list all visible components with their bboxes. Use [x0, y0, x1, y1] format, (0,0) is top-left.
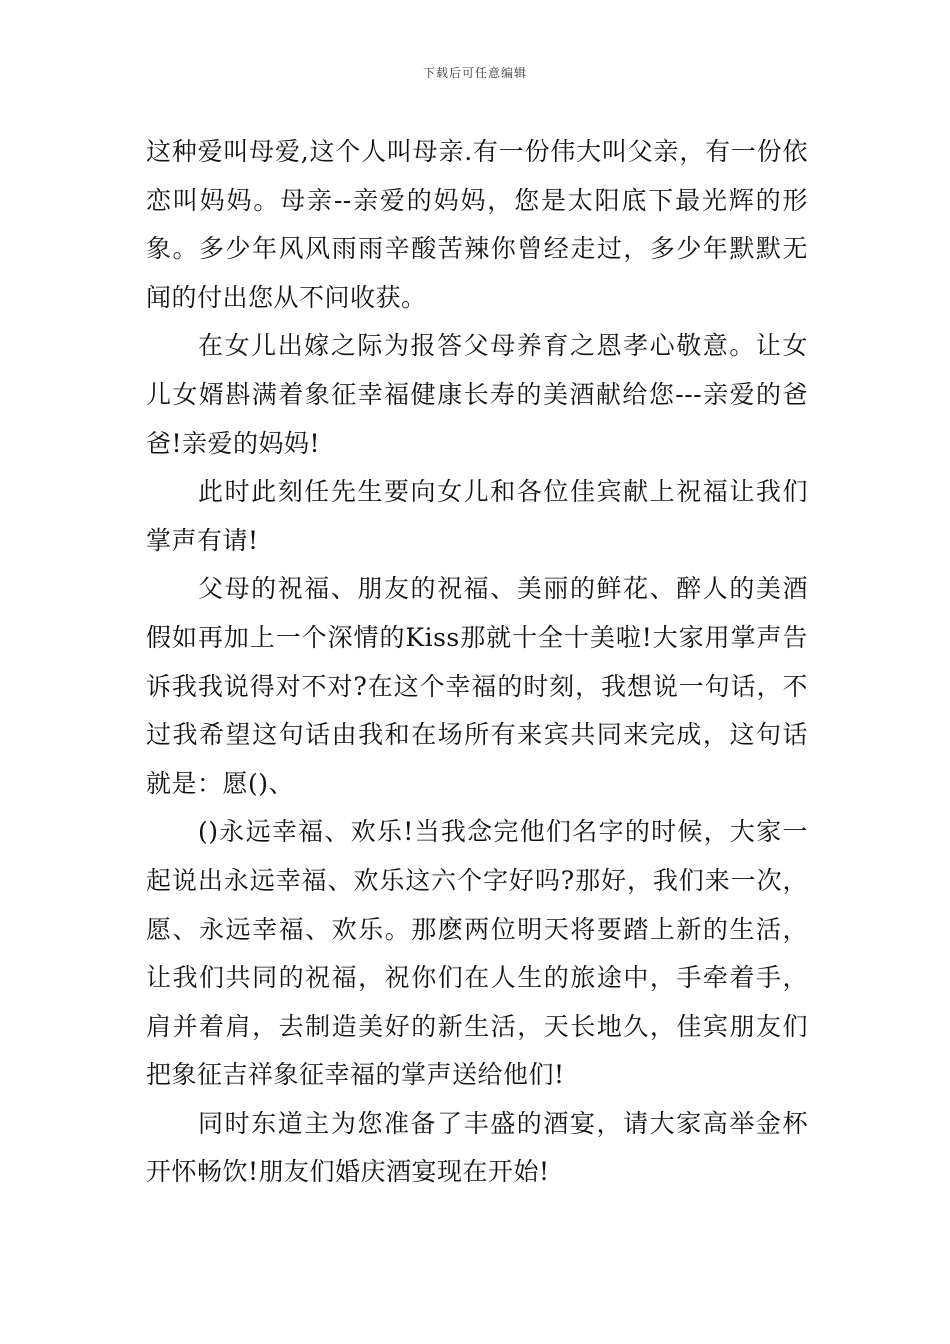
paragraph-1: 这种爱叫母爱,这个人叫母亲.有一份伟大叫父亲，有一份依恋叫妈妈。母亲--亲爱的妈妈，您是太阳底下最光辉的形象。多少年风风雨雨辛酸苦辣你曾经走过，多少年默默无闻的付出您从不问收获。 — [146, 137, 808, 312]
document-body — [146, 128, 808, 1197]
paragraph-3: 此时此刻任先生要向女儿和各位佳宾献上祝福让我们掌声有请! — [146, 477, 808, 555]
header-note: 下载后可任意编辑 — [422, 66, 527, 80]
paragraph-6: 同时东道主为您准备了丰盛的酒宴，请大家高举金杯开怀畅饮!朋友们婚庆酒宴现在开始! — [146, 1108, 808, 1187]
paragraph-5: ()永远幸福、欢乐!当我念完他们名字的时候，大家一起说出永远幸福、欢乐这六个字好吗?那好，我们来一次，愿、永远幸福、欢乐。那麽两位明天将要踏上新的生活，让我们共同的祝福，祝你们在人生的旅途中，手牵着手，肩并着肩，去制造美好的新生活，天长地久，佳宾朋友们把象征吉祥象征幸福的掌声送给他们! — [146, 817, 808, 1090]
paragraph-4: 父母的祝福、朋友的祝福、美丽的鲜花、醉人的美酒假如再加上一个深情的Kiss那就十全十美啦!大家用掌声告诉我我说得对不对?在这个幸福的时刻，我想说一句话，不过我希望这句话由我和在场所有来宾共同来完成，这句话就是：愿()、 — [146, 574, 808, 798]
paragraph-2: 在女儿出嫁之际为报答父母养育之恩孝心敬意。让女儿女婿斟满着象征幸福健康长寿的美酒献给您---亲爱的爸爸!亲爱的妈妈! — [146, 331, 808, 458]
